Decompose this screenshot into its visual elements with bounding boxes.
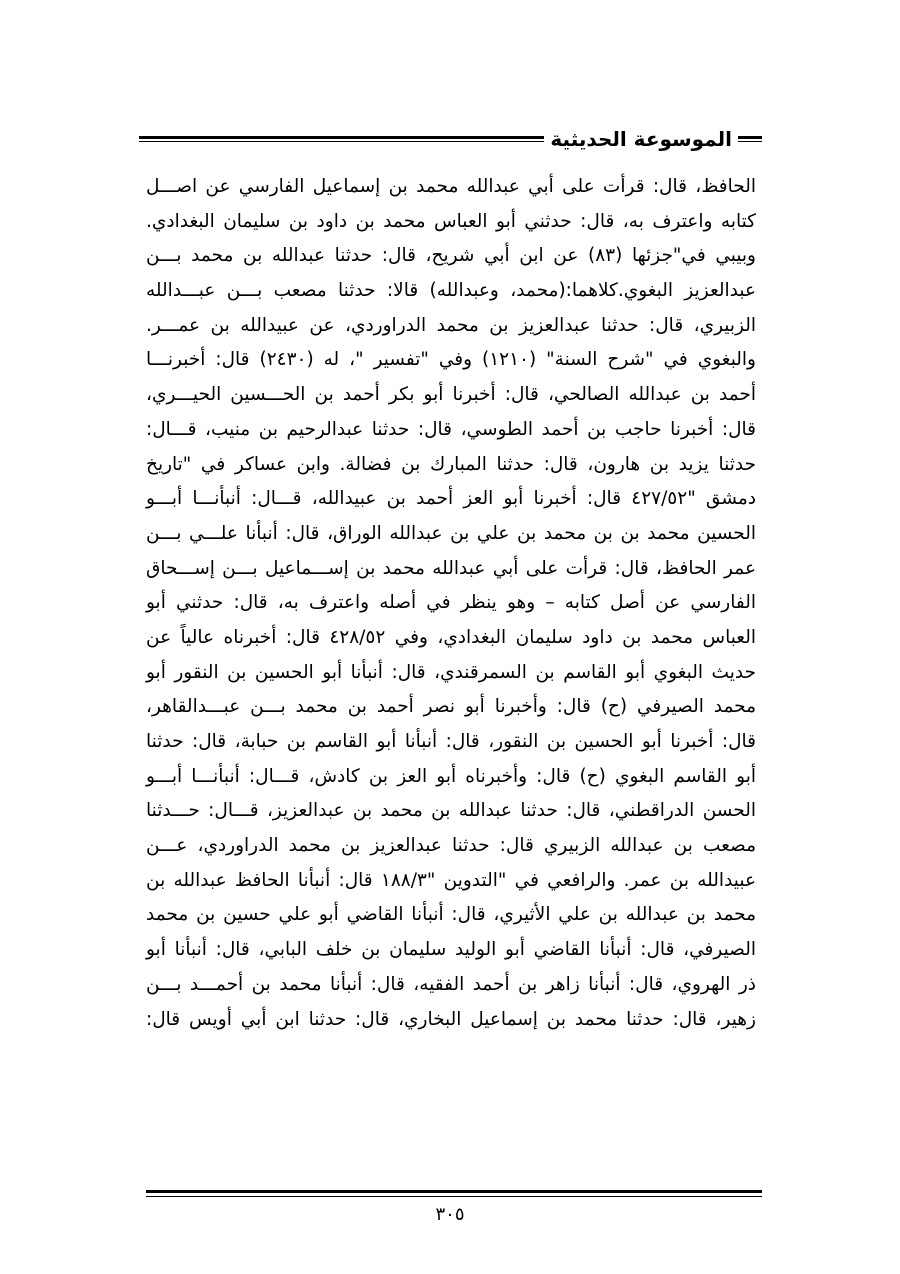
text-line: الصيرفي، قال: أنبأنا القاضي أبو الوليد سليمان بن خلف البابي، قال: أنبأنا أبو [146, 939, 756, 961]
text-line: الحسن الدراقطني، قال: حدثنا عبدالله بن محمد بن عبدالعزيز، قـــال: حـــدثنا [146, 800, 756, 822]
header-rule-right [738, 136, 762, 142]
text-line: الحافظ، قال: قرأت على أبي عبدالله محمد بن إسماعيل الفارسي عن اصـــل [146, 176, 756, 197]
text-line: قال: أخبرنا حاجب بن أحمد الطوسي، قال: حدثنا عبدالرحيم بن منيب، قـــال: [146, 418, 756, 440]
body-text [146, 170, 756, 1037]
text-line: محمد الصيرفي (ح) قال: وأخبرنا أبو نصر أحمد بن محمد بـــن عبـــدالقاهر، [146, 696, 756, 718]
text-line: عبدالعزيز البغوي.كلاهما:(محمد، وعبدالله) قالا: حدثنا مصعب بـــن عبـــدالله [146, 280, 756, 302]
text-line: العباس محمد بن داود سليمان البغدادي، وفي ٤٢٨/٥٢ قال: أخبرناه عالياً عن [146, 626, 756, 648]
text-line: الزبيري، قال: حدثنا عبدالعزيز بن محمد الدراوردي، عن عبيدالله بن عمـــر. [146, 314, 756, 336]
text-line: أبو القاسم البغوي (ح) قال: وأخبرناه أبو العز بن كادش، قـــال: أنبأنـــا أبـــو [146, 765, 756, 787]
text-line: ذر الهروي، قال: أنبأنا زاهر بن أحمد الفقيه، قال: أنبأنا محمد بن أحمـــد بـــن [146, 973, 756, 995]
page-number: ٣٠٥ [435, 1204, 465, 1225]
text-line: حدثنا يزيد بن هارون، قال: حدثنا المبارك بن فضالة. وابن عساكر في "تاريخ [146, 453, 756, 475]
text-line: عمر الحافظ، قال: قرأت على أبي عبدالله محمد بن إســـماعيل بـــن إســـحاق [146, 557, 756, 579]
text-line: الفارسي عن أصل كتابه – وهو ينظر في أصله واعترف به، قال: حدثني أبو [146, 592, 756, 614]
text-line: قال: أخبرنا أبو الحسين بن النقور، قال: أنبأنا أبو القاسم بن حبابة، قال: حدثنا [146, 731, 756, 752]
text-line: مصعب بن عبدالله الزبيري قال: حدثنا عبدالعزيز بن محمد الدراوردي، عـــن [146, 835, 756, 857]
footer-rule [146, 1190, 762, 1197]
page-header [139, 124, 762, 154]
text-line: حديث البغوي أبو القاسم بن السمرقندي، قال: أنبأنا أبو الحسين بن النقور أبو [146, 661, 756, 683]
text-line: الحسين محمد بن بن محمد بن علي بن عبدالله الوراق، قال: أنبأنا علـــي بـــن [146, 522, 756, 544]
header-rule-left [139, 136, 544, 142]
text-line: دمشق "٤٢٧/٥٢ قال: أخبرنا أبو العز أحمد بن عبيدالله، قـــال: أنبأنـــا أبـــو [146, 488, 756, 510]
text-line: والبغوي في "شرح السنة" (١٢١٠) وفي "تفسير "، له (٢٤٣٠) قال: أخبرنـــا [146, 349, 756, 371]
text-line: زهير، قال: حدثنا محمد بن إسماعيل البخاري، قال: حدثنا ابن أبي أويس قال: [146, 1008, 756, 1030]
text-line: وبيبي في"جزئها (٨٣) عن ابن أبي شريح، قال: حدثنا عبدالله بن محمد بـــن [146, 245, 756, 267]
text-line: محمد بن عبدالله بن علي الأثيري، قال: أنبأنا القاضي أبو علي حسين بن محمد [146, 904, 756, 926]
text-line: كتابه واعترف به، قال: حدثني أبو العباس محمد بن داود بن سليمان البغدادي. [146, 210, 756, 232]
text-line: أحمد بن عبدالله الصالحي، قال: أخبرنا أبو بكر أحمد بن الحـــسين الحيـــري، [146, 384, 756, 406]
text-line: عبيدالله بن عمر. والرافعي في "التدوين "١٨٨/٣ قال: أنبأنا الحافظ عبدالله بن [146, 869, 756, 891]
header-title: الموسوعة الحديثية [550, 127, 732, 151]
